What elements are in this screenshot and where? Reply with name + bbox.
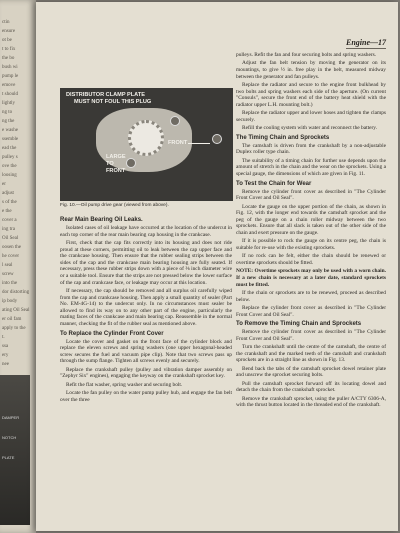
paragraph: pulleys. Refit the fan and four securing bolts and spring washers. bbox=[236, 52, 377, 58]
paragraph: Replace the cylinder front cover as described in "The Cylinder Front Cover and Oil Seal". bbox=[236, 304, 386, 318]
previous-page-fragment: he cover bbox=[2, 254, 20, 259]
paragraph: First, check that the cap fits correctly into its housing and does not ride proud at these corners, permitting oil to leak between the cap upper face and the crankcase housing. Then ensure that the rubber sealing strips between the sides of the cap and the crankcase main bearing housing are fully seated. If necessary, press these rubber strips down with a piece of ⅜ inch diameter wire or a suitable tool. Ensure that the strips are not pressed below the lower surface of the cap and crankcase face, or leakage may occur at this location. bbox=[60, 240, 232, 286]
previous-page-fragment: s of the bbox=[2, 200, 17, 205]
fig-label-large-3: FRONT bbox=[106, 168, 126, 174]
section-title: To Replace the Cylinder Front Cover bbox=[60, 330, 164, 337]
previous-page-fragment: ery bbox=[2, 353, 9, 358]
previous-page-fragment: ot be bbox=[2, 38, 12, 43]
drive-gear bbox=[128, 120, 164, 156]
running-title: Engine—17 bbox=[345, 38, 386, 47]
fig-label-large-2: TO bbox=[106, 161, 114, 167]
oil-pump-photo bbox=[60, 88, 233, 201]
previous-page-fragment: ing tra bbox=[2, 227, 15, 232]
fig-label-front: FRONT bbox=[168, 140, 188, 146]
previous-page-fragment: ng to bbox=[2, 110, 13, 115]
previous-page-fragment: the bo bbox=[2, 56, 15, 61]
prev-photo-label-3: PLATE bbox=[2, 455, 15, 460]
paragraph: If it is possible to rock the gauge on its centre peg, the chain is suitable for re-use with the existing sprockets. bbox=[236, 238, 386, 252]
previous-page-fragment: pump le bbox=[2, 74, 19, 79]
prev-photo-label-1: DAMPER bbox=[2, 415, 20, 420]
paragraph: Replace the crankshaft pulley (pulley and vibration damper assembly on "Zephyr Six" engines), engaging the keyway on the crankshaft sprocket key. bbox=[60, 366, 232, 380]
previous-page-fragment: ove the bbox=[2, 164, 17, 169]
left-column bbox=[60, 214, 232, 405]
previous-page-fragment: l seal bbox=[2, 263, 13, 268]
paragraph: Locate the cover and gasket on the front face of the cylinder block and replace the eleven screws and spring washers (one upper hexagonal-headed screw secures the fuel and vacuum pipe clip). Note that two screws pass up through the sump flange. Tighten all screws evenly and securely. bbox=[60, 338, 232, 365]
paragraph: The camshaft is driven from the crankshaft by a non-adjustable Duplex roller type chain. bbox=[236, 142, 386, 156]
previous-page-fragment: ip body bbox=[2, 299, 18, 304]
previous-page-fragment: e the bbox=[2, 209, 12, 214]
fig-label-clamp-2: MUST NOT FOUL THIS PLUG bbox=[74, 99, 152, 105]
plug bbox=[212, 134, 222, 144]
fig-label-large-1: LARGE bbox=[106, 154, 126, 160]
paragraph: Remove the cylinder front cover as described in "The Cylinder Front Cover and Oil Seal". bbox=[236, 329, 386, 342]
previous-page-edge bbox=[0, 0, 36, 533]
previous-page-fragment: er oil fam bbox=[2, 317, 22, 322]
previous-page-fragment: into the bbox=[2, 281, 18, 286]
paragraph: If necessary, the cap should be removed and all surplus oil carefully wiped from the cap and crankcase housing. Then apply a small quantity of sealer (Part No. EM-4G-14) to the undercut only. In no circumstances must sealer be allowed to find its way on to any other part of the engine, particularly the mating faces of the crankcase and main bearing cap. Reassemble in the normal manner, checking the fit of the rubber seal as mentioned above. bbox=[60, 288, 232, 327]
previous-page-fragment: e washe bbox=[2, 128, 18, 133]
paragraph: The suitability of a timing chain for further use depends upon the amount of stretch in the chain and the wear on the sprockets. Using a special gauge, the dimensions of which are given in Fig. 11. bbox=[236, 157, 386, 177]
paragraph: If no rock can be felt, either the chain should be renewed or overtime sprockets should be fitted. bbox=[236, 253, 386, 266]
paragraph: Refit the flat washer, spring washer and securing bolt. bbox=[66, 381, 183, 388]
previous-page-fragment: apply to the bbox=[2, 326, 26, 331]
previous-page-fragment: ensure bbox=[2, 29, 16, 34]
previous-page-fragment: ead the bbox=[2, 146, 17, 151]
previous-page-fragment: ctin bbox=[2, 20, 10, 25]
prev-photo-label-2: NOTCH bbox=[2, 435, 17, 440]
bolt bbox=[170, 116, 180, 126]
paragraph: Bend back the tabs of the camshaft sprocket dowel retainer plate and unscrew the sprocket securing bolts. bbox=[236, 365, 386, 379]
previous-page-fragment: Oil Seal bbox=[2, 236, 19, 241]
previous-page-fragment: pulley s bbox=[2, 155, 18, 160]
previous-page-fragment: bush wi bbox=[2, 65, 18, 70]
paragraph: Adjust the fan belt tension by moving the generator on its mountings, to give ½ in. free play in the belt, measured midway between the generator and fan pulleys. bbox=[236, 60, 386, 80]
previous-page-fragment: screw bbox=[2, 272, 14, 277]
previous-page-fragment: oosen the bbox=[2, 245, 22, 250]
bolt bbox=[126, 158, 136, 168]
previous-page-fragment: loosing bbox=[2, 173, 17, 178]
section-title: To Remove the Timing Chain and Sprockets bbox=[236, 321, 362, 328]
previous-page-fragment: ating Oil Seal bbox=[2, 308, 30, 313]
section-title: To Test the Chain for Wear bbox=[236, 180, 312, 187]
paragraph: If the chain or sprockets are to be renewed, proceed as described below. bbox=[236, 289, 386, 303]
previous-page-fragment: t. bbox=[2, 335, 5, 340]
previous-page-fragment: dor distorting bbox=[2, 290, 30, 295]
paragraph: Isolated cases of oil leakage have occurred at the location of the undercut in each top corner of the rear main bearing cap housing in the crankcase. bbox=[60, 225, 232, 238]
paragraph: Refill the cooling system with water and reconnect the battery. bbox=[242, 125, 377, 132]
paragraph: Remove the cylinder front cover as described in "The Cylinder Front Cover and Oil Seal". bbox=[236, 188, 386, 202]
previous-page-fragment: ssa bbox=[2, 344, 9, 349]
note: NOTE: Overtime sprockets may only be used with a worn chain. If a new chain is necessary at a later date, standard sprockets must be fitted. bbox=[236, 268, 386, 288]
previous-page-photo bbox=[0, 375, 30, 525]
fig-label-clamp-1: DISTRIBUTOR CLAMP PLATE bbox=[66, 92, 145, 98]
paragraph: Replace the radiator and secure to the engine front bulkhead by two bolts and spring washers each side of the aperture. (On current "Consuls", secure the front end of the battery heat shield with the radiator upper L.H. mounting bolt.) bbox=[236, 81, 386, 108]
paragraph: Remove the crankshaft sprocket, using the puller A/CTY 6306-A, with the thrust button located in the threaded end of the crankshaft. bbox=[236, 395, 386, 409]
right-column bbox=[236, 52, 386, 411]
paragraph: Turn the crankshaft until the centre of the camshaft, the centre of the crankshaft and the marked teeth of the camshaft and crankshaft sprockets are in a straight line as shown in Fig. 13. bbox=[236, 344, 386, 364]
figure-caption: Fig. 10.—Oil pump drive gear (viewed from above). bbox=[60, 203, 169, 208]
previous-page-fragment: adjust bbox=[2, 191, 14, 196]
previous-page-fragment: t to fix bbox=[2, 47, 16, 52]
section-title: The Timing Chain and Sprockets bbox=[236, 134, 330, 141]
paragraph: Locate the gauge on the upper portion of the chain, as shown in Fig. 12, with the longer end towards the camshaft sprocket and the peg of the gauge on a chain roller midway between the two sprockets. Ensure that all slack is taken out of the other side of the chain and exert pressure on the gauge. bbox=[236, 203, 386, 237]
previous-page-fragment: ssemble bbox=[2, 137, 19, 142]
front-arrow bbox=[188, 143, 210, 144]
previous-page-fragment: lightly bbox=[2, 101, 16, 106]
paragraph: Replace the radiator upper and lower hoses and tighten the clamps securely. bbox=[236, 110, 386, 123]
book-page bbox=[36, 2, 398, 531]
previous-page-fragment: er bbox=[2, 182, 6, 187]
previous-page-fragment: cover a bbox=[2, 218, 17, 223]
section-title: Rear Main Bearing Oil Leaks. bbox=[60, 217, 143, 223]
paragraph: Locate the fan pulley on the water pump pulley hub, and engage the fan belt over the three bbox=[60, 390, 232, 403]
previous-page-fragment: t should bbox=[2, 92, 18, 97]
paragraph: Pull the camshaft sprocket forward off its locating dowel and detach the chain from the crankshaft sprocket. bbox=[236, 380, 386, 394]
previous-page-fragment: emove bbox=[2, 83, 16, 88]
previous-page-fragment: nee bbox=[2, 362, 9, 367]
previous-page-fragment: ng the bbox=[2, 119, 15, 124]
